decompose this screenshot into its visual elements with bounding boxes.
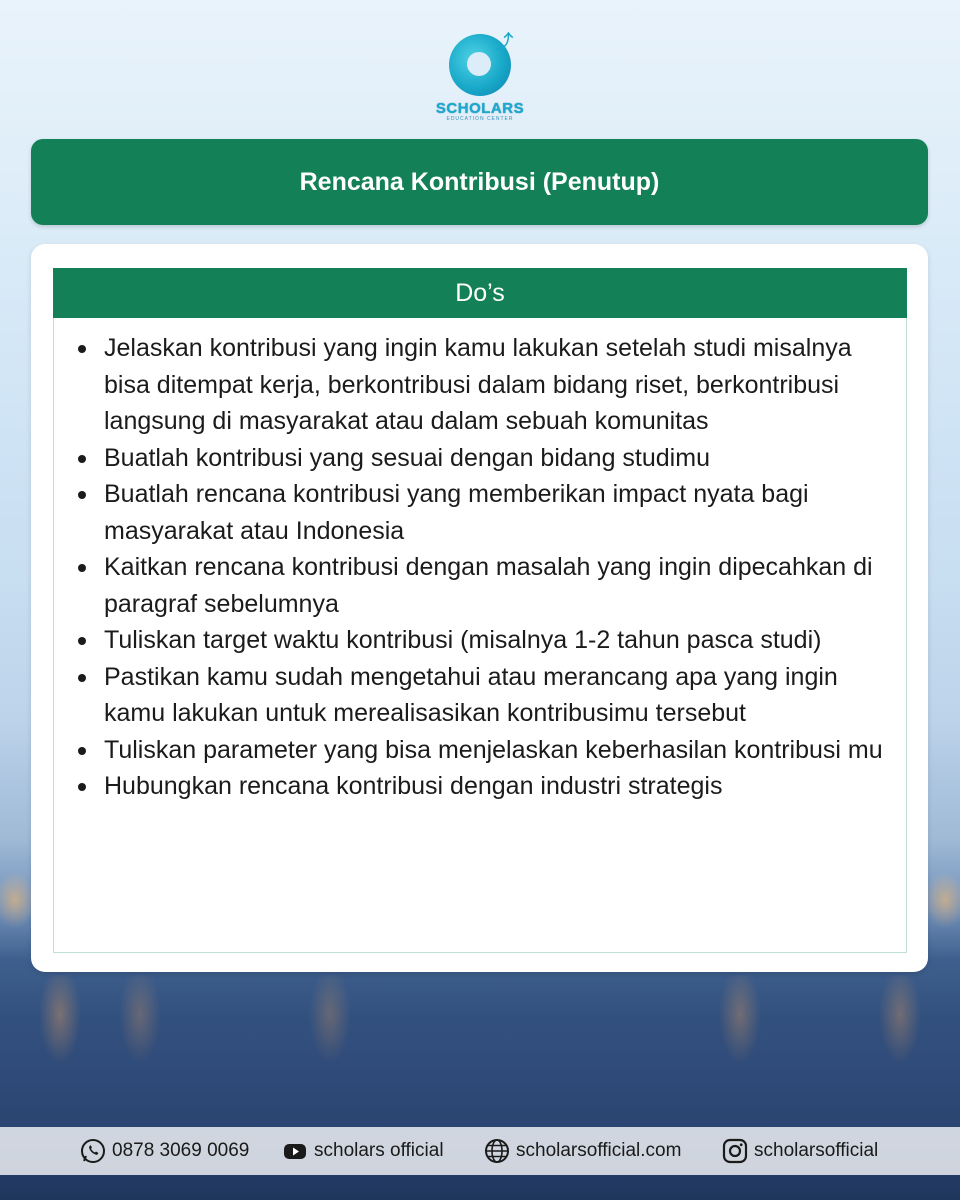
list-item [54, 659, 906, 732]
footer-youtube-text: scholars official [314, 1140, 444, 1161]
youtube-icon [282, 1138, 308, 1164]
list-item [54, 732, 906, 769]
list-item [54, 330, 906, 440]
list-item [54, 622, 906, 659]
list-item [54, 549, 906, 622]
footer-phone-text: 0878 3069 0069 [112, 1140, 250, 1161]
bullet-icon [78, 637, 86, 645]
list-item-text: Buatlah rencana kontribusi yang memberikan impact nyata bagi masyarakat atau Indonesia [104, 480, 809, 545]
list-item [54, 768, 906, 805]
footer-instagram-text: scholarsofficial [754, 1140, 879, 1161]
footer-youtube[interactable] [282, 1127, 444, 1175]
bullet-icon [78, 674, 86, 682]
bullet-icon [78, 455, 86, 463]
logo-arrow-icon: ⤴ [495, 32, 513, 52]
dos-list [54, 318, 906, 805]
bullet-icon [78, 345, 86, 353]
list-item [54, 440, 906, 477]
list-item [54, 476, 906, 549]
list-item-text: Pastikan kamu sudah mengetahui atau merancang apa yang ingin kamu lakukan untuk merealisasikan kontribusimu tersebut [104, 662, 838, 727]
page-title-banner [31, 139, 928, 225]
globe-icon [484, 1138, 510, 1164]
scholars-logo [430, 34, 530, 126]
background-water-reflection [0, 975, 960, 1105]
bullet-icon [78, 491, 86, 499]
dos-header-label: Do’s [455, 278, 505, 307]
instagram-icon [722, 1138, 748, 1164]
footer-website[interactable] [484, 1127, 681, 1175]
bullet-icon [78, 564, 86, 572]
contact-footer [0, 1127, 960, 1175]
list-item-text: Buatlah kontribusi yang sesuai dengan bidang studimu [104, 443, 710, 472]
list-item-text: Tuliskan target waktu kontribusi (misalnya 1-2 tahun pasca studi) [104, 626, 822, 654]
page-title: Rencana Kontribusi (Penutup) [299, 167, 660, 196]
list-item-text: Tuliskan parameter yang bisa menjelaskan keberhasilan kontribusi mu [104, 735, 883, 764]
list-item-text: Hubungkan rencana kontribusi dengan industri strategis [104, 772, 723, 800]
footer-website-text: scholarsofficial.com [516, 1140, 682, 1161]
list-item-text: Jelaskan kontribusi yang ingin kamu lakukan setelah studi misalnya bisa ditempat kerja, berkontribusi dalam bidang riset, berkontribusi langsung di masyarakat atau dalam sebuah komunitas [104, 334, 852, 435]
bullet-icon [78, 783, 86, 791]
dos-header [53, 268, 907, 318]
whatsapp-icon [80, 1138, 106, 1164]
footer-instagram[interactable] [722, 1127, 878, 1175]
list-item-text: Kaitkan rencana kontribusi dengan masalah yang ingin dipecahkan di paragraf sebelumnya [104, 553, 873, 618]
logo-circle-icon [449, 34, 511, 96]
logo-wordmark: SCHOLARS [435, 100, 525, 117]
logo-tagline: EDUCATION CENTER [446, 116, 514, 122]
content-card [31, 244, 928, 972]
dos-list-container [53, 318, 907, 953]
bullet-icon [78, 747, 86, 755]
footer-phone[interactable] [80, 1127, 249, 1175]
